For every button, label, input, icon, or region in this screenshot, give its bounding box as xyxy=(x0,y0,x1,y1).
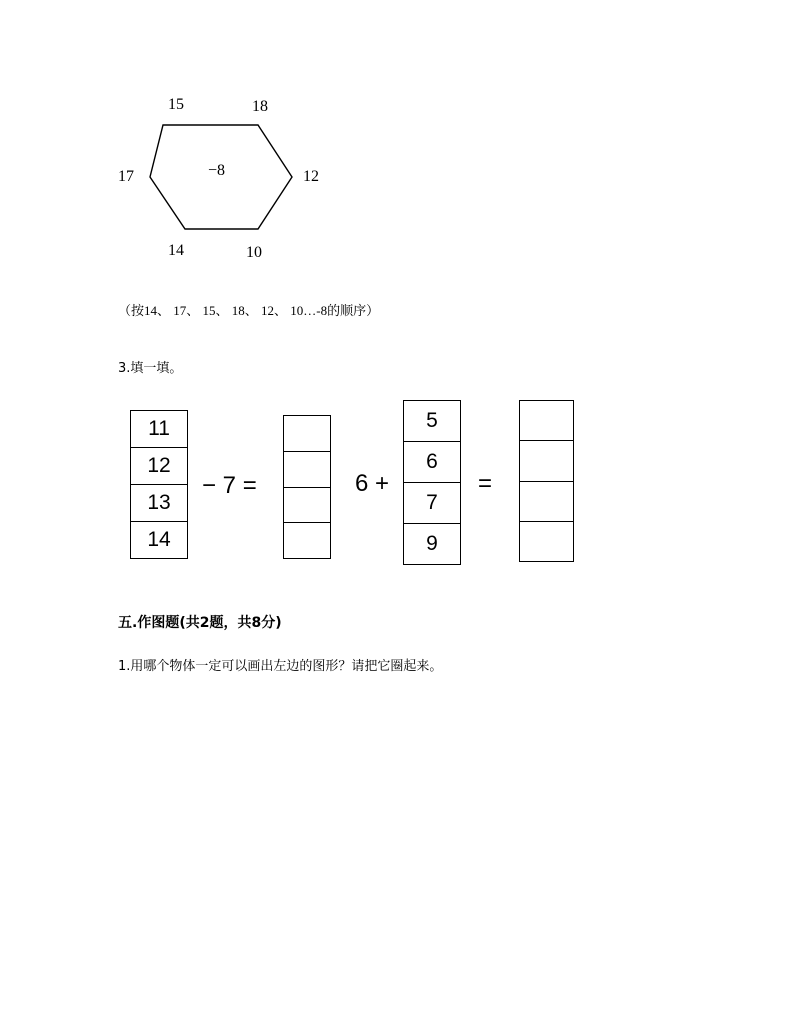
q3-minuend-cell: 13 xyxy=(131,485,187,522)
hexagon-vertex-bottom-right: 10 xyxy=(246,244,262,261)
q3-addend-cell: 9 xyxy=(426,532,438,555)
q3-six-plus: 6 + xyxy=(355,470,390,497)
hexagon-vertex-top-right: 18 xyxy=(252,98,268,115)
q3-column-addend xyxy=(403,400,461,565)
section-5-heading: 五.作图题(共2题，共8分) xyxy=(118,615,282,631)
hexagon-vertex-bottom-left: 14 xyxy=(168,242,184,259)
hexagon-vertex-left: 17 xyxy=(118,168,134,185)
q3-answer-column-1 xyxy=(283,415,331,559)
q3-minuend-cell: 11 xyxy=(131,411,187,448)
answer-box[interactable] xyxy=(284,523,330,558)
q3-minus-seven-equals: − 7 = xyxy=(202,472,257,499)
q3-minuend-cell: 14 xyxy=(147,528,171,551)
hexagon-order-note: （按14、 17、 15、 18、 12、 10…-8的顺序） xyxy=(118,303,380,318)
q3-addend-cell: 5 xyxy=(404,401,460,442)
section-5-question-1: 1.用哪个物体一定可以画出左边的图形？请把它圈起来。 xyxy=(118,659,443,674)
answer-box[interactable] xyxy=(520,522,573,561)
answer-box[interactable] xyxy=(284,452,330,488)
hexagon-vertex-top-left: 15 xyxy=(168,96,184,113)
answer-box[interactable] xyxy=(284,488,330,524)
q3-title: 3.填一填。 xyxy=(118,361,183,376)
q3-answer-column-2 xyxy=(519,400,574,562)
answer-box[interactable] xyxy=(520,441,573,481)
hexagon-vertex-right: 12 xyxy=(303,168,319,185)
q3-equals: = xyxy=(478,470,493,497)
hexagon-center-value: −8 xyxy=(208,162,226,179)
answer-box[interactable] xyxy=(520,482,573,522)
q3-addend-cell: 7 xyxy=(404,483,460,524)
answer-box[interactable] xyxy=(520,401,573,441)
q3-minuend-cell: 12 xyxy=(131,448,187,485)
q3-addend-cell: 6 xyxy=(404,442,460,483)
answer-box[interactable] xyxy=(284,416,330,452)
q3-column-minuend xyxy=(130,410,188,559)
